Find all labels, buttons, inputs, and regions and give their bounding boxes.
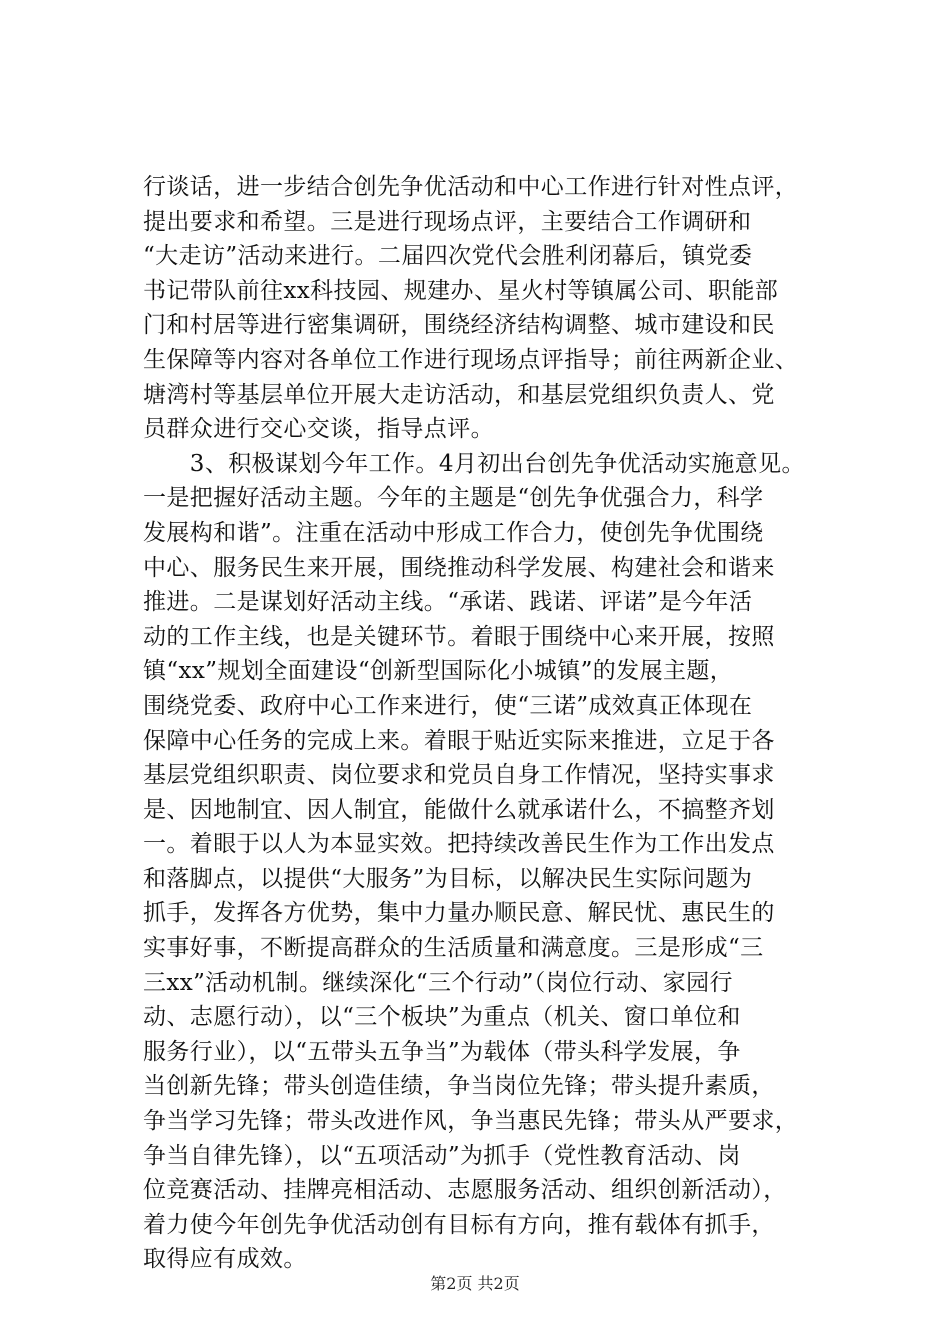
text-line: 争当自律先锋），以“五项活动”为抓手（党性教育活动、岗 <box>143 1142 741 1169</box>
text-line: 当创新先锋；带头创造佳绩，争当岗位先锋；带头提升素质， <box>143 1073 775 1100</box>
text-line: 动的工作主线，也是关键环节。着眼于围绕中心来开展，按照 <box>143 623 775 650</box>
text-line: 基层党组织职责、岗位要求和党员自身工作情况，坚持实事求 <box>143 762 775 789</box>
body-text <box>143 170 873 1277</box>
text-line: 争当学习先锋；带头改进作风，争当惠民先锋；带头从严要求， <box>143 1108 799 1135</box>
page-number: 第2页 共2页 <box>430 1274 520 1293</box>
text-line: 门和村居等进行密集调研，围绕经济结构调整、城市建设和民 <box>143 312 775 339</box>
text-line: “大走访”活动来进行。二届四次党代会胜利闭幕后，镇党委 <box>143 243 753 270</box>
text-line: 围绕党委、政府中心工作来进行，使“三诺”成效真正体现在 <box>143 692 753 719</box>
text-line: 推进。二是谋划好活动主线。“承诺、践诺、评诺”是今年活 <box>143 589 753 616</box>
text-line: 一是把握好活动主题。今年的主题是“创先争优强合力，科学 <box>143 485 764 512</box>
text-line: 是、因地制宜、因人制宜，能做什么就承诺什么，不搞整齐划 <box>143 796 775 823</box>
text-line: 3、积极谋划今年工作。4月初出台创先争优活动实施意见。 <box>143 450 805 477</box>
text-line: 服务行业），以“五带头五争当”为载体（带头科学发展，争 <box>143 1038 741 1065</box>
text-line: 发展构和谐”。注重在活动中形成工作合力，使创先争优围绕 <box>143 519 764 546</box>
text-line: 动、志愿行动），以“三个板块”为重点（机关、窗口单位和 <box>143 1004 741 1031</box>
text-line: 塘湾村等基层单位开展大走访活动，和基层党组织负责人、党 <box>143 381 775 408</box>
text-line: 保障中心任务的完成上来。着眼于贴近实际来推进，立足于各 <box>143 727 775 754</box>
text-line: 着力使今年创先争优活动创有目标有方向，推有载体有抓手， <box>143 1211 775 1238</box>
text-line: 中心、服务民生来开展，围绕推动科学发展、构建社会和谐来 <box>143 554 775 581</box>
text-line: 行谈话，进一步结合创先争优活动和中心工作进行针对性点评， <box>143 174 799 200</box>
text-line: 书记带队前往xx科技园、规建办、星火村等镇属公司、职能部 <box>143 277 779 304</box>
text-line: 和落脚点，以提供“大服务”为目标，以解决民生实际问题为 <box>143 865 753 892</box>
page-footer <box>0 1274 950 1294</box>
text-line: 一。着眼于以人为本显实效。把持续改善民生作为工作出发点 <box>143 831 775 858</box>
text-line: 提出要求和希望。三是进行现场点评，主要结合工作调研和 <box>143 208 752 235</box>
text-line: 取得应有成效。 <box>143 1246 307 1273</box>
text-line: 三xx”活动机制。继续深化“三个行动”（岗位行动、家园行 <box>143 969 733 996</box>
text-line: 位竞赛活动、挂牌亮相活动、志愿服务活动、组织创新活动）， <box>143 1177 787 1204</box>
text-line: 抓手，发挥各方优势，集中力量办顺民意、解民忧、惠民生的 <box>143 900 775 927</box>
text-line: 员群众进行交心交谈，指导点评。 <box>143 416 494 443</box>
text-line: 生保障等内容对各单位工作进行现场点评指导；前往两新企业、 <box>143 346 799 373</box>
text-line: 镇“xx”规划全面建设“创新型国际化小城镇”的发展主题， <box>143 658 734 685</box>
text-line: 实事好事，不断提高群众的生活质量和满意度。三是形成“三 <box>143 935 764 962</box>
